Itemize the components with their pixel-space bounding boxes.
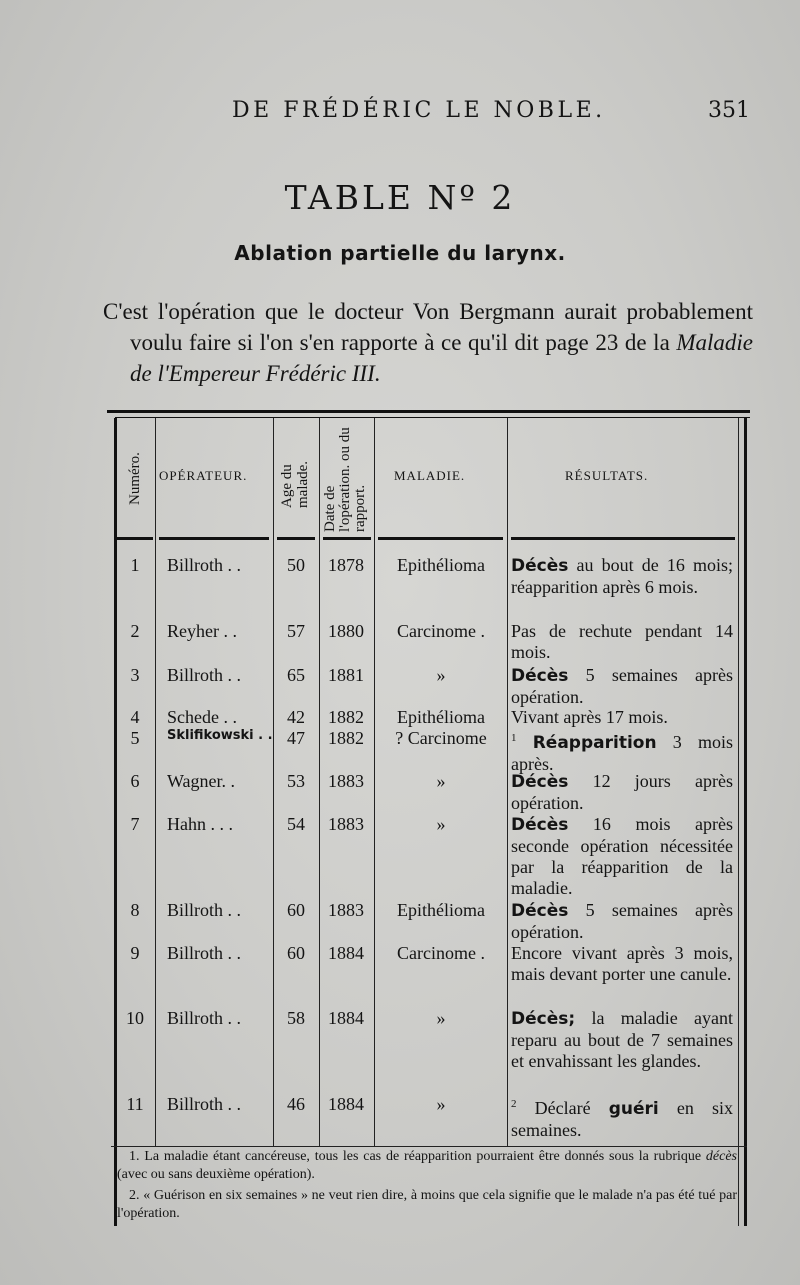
row-result: Vivant après 17 mois. <box>511 707 668 727</box>
row-result: Encore vivant après 3 mois, mais devant porter une canule. <box>511 943 733 984</box>
header-rule <box>277 537 315 540</box>
row-number: 11 <box>126 1094 144 1114</box>
col-divider <box>155 418 156 1146</box>
row-operator: Hahn . . . <box>167 814 233 834</box>
row-operator: Billroth . . <box>167 665 242 685</box>
row-age: 42 <box>287 707 305 727</box>
row-disease: Epithélioma <box>397 707 485 727</box>
row-age: 50 <box>287 555 305 575</box>
row-disease: Epithélioma <box>397 555 485 575</box>
row-age: 57 <box>287 621 305 641</box>
row-date: 1881 <box>328 665 364 685</box>
row-disease: » <box>436 1008 446 1028</box>
col-divider <box>738 418 739 1226</box>
col-divider <box>273 418 274 1146</box>
row-disease: » <box>436 665 446 685</box>
table-top-rule-thin <box>115 417 750 418</box>
intro-text: C'est l'opération que le docteur Von Bergmann aurait probablement voulu faire si l'on s'en rapporte à ce qu'il dit page 23 de la <box>103 299 753 355</box>
row-date: 1882 <box>328 728 364 748</box>
row-date: 1882 <box>328 707 364 727</box>
row-operator: Billroth . . <box>167 1008 242 1028</box>
row-disease: » <box>436 1094 446 1114</box>
row-operator: Billroth . . <box>167 943 242 963</box>
row-age: 60 <box>287 943 305 963</box>
row-operator: Reyher . . <box>167 621 237 641</box>
row-operator: Sklifikowski . . <box>167 728 273 743</box>
row-number: 5 <box>130 728 140 748</box>
page-number: 351 <box>708 98 750 123</box>
header-rule <box>115 537 153 540</box>
row-result: Décès 12 jours après opération. <box>511 771 733 813</box>
row-result: Décès 16 mois après seconde opération nécessitée par la réapparition de la maladie. <box>511 814 733 898</box>
footnote-2: 2. « Guérison en six semaines » ne veut rien dire, à moins que cela signifie que le malade n'a pas été tué par l'opération. <box>117 1188 737 1221</box>
col-divider <box>507 418 508 1146</box>
header-rule <box>323 537 371 540</box>
row-number: 8 <box>130 900 140 920</box>
row-age: 58 <box>287 1008 305 1028</box>
footnotes <box>117 1148 737 1226</box>
table-subtitle: Ablation partielle du larynx. <box>234 241 566 265</box>
row-age: 60 <box>287 900 305 920</box>
row-age: 54 <box>287 814 305 834</box>
table-top-rule <box>107 410 750 413</box>
col-header-operateur: OPÉRATEUR. <box>159 468 248 483</box>
row-date: 1880 <box>328 621 364 641</box>
row-disease: » <box>436 771 446 791</box>
row-result: $^1$ Réapparition 3 mois après. <box>511 732 734 774</box>
row-result: $^2$ Déclaré guéri en six semaines. <box>511 1098 733 1140</box>
row-result: Décès au bout de 16 mois; réapparition après 6 mois. <box>511 555 733 597</box>
col-divider <box>319 418 320 1146</box>
col-header-date: Date de l'opération. ou du rapport. <box>322 427 368 532</box>
row-number: 3 <box>130 665 140 685</box>
row-number: 6 <box>130 771 140 791</box>
row-number: 1 <box>130 555 140 575</box>
row-date: 1883 <box>328 771 364 791</box>
header-rule <box>511 537 735 540</box>
row-age: 65 <box>287 665 305 685</box>
row-result: Décès 5 semaines après opération. <box>511 665 733 707</box>
row-result: Pas de rechute pendant 14 mois. <box>511 621 733 662</box>
row-date: 1884 <box>328 1008 364 1028</box>
row-operator: Billroth . . <box>167 900 242 920</box>
row-operator: Billroth . . <box>167 555 242 575</box>
row-date: 1883 <box>328 814 364 834</box>
row-disease: » <box>436 814 446 834</box>
row-age: 46 <box>287 1094 305 1114</box>
col-header-maladie: MALADIE. <box>394 468 466 483</box>
col-header-numero: Numéro. <box>127 452 143 505</box>
row-disease: Carcinome . <box>397 943 485 963</box>
row-operator: Billroth . . <box>167 1094 242 1114</box>
row-number: 10 <box>126 1008 144 1028</box>
row-result: Décès 5 semaines après opération. <box>511 900 733 942</box>
intro-paragraph <box>103 296 753 389</box>
row-operator: Wagner. . <box>167 771 236 791</box>
header-rule <box>378 537 503 540</box>
row-date: 1878 <box>328 555 364 575</box>
row-number: 4 <box>130 707 140 727</box>
row-age: 53 <box>287 771 305 791</box>
row-date: 1884 <box>328 943 364 963</box>
results-table <box>107 410 750 1226</box>
col-header-age: Age du malade. <box>279 460 311 508</box>
row-operator: Schede . . <box>167 707 237 727</box>
row-number: 7 <box>130 814 140 834</box>
row-result: Décès; la maladie ayant reparu au bout de 7 semaines et envahissant les glandes. <box>511 1008 733 1071</box>
row-disease: ? Carcinome <box>395 728 487 748</box>
row-number: 9 <box>130 943 140 963</box>
row-date: 1883 <box>328 900 364 920</box>
col-divider <box>374 418 375 1146</box>
intro-book-title: Maladie de l'Empereur Frédéric III. <box>130 330 753 386</box>
col-header-resultats: RÉSULTATS. <box>565 468 649 483</box>
footnote-1: 1. La maladie étant cancéreuse, tous les cas de réapparition pourraient être donnés sous la rubrique décès (avec ou sans deuxième opération). <box>117 1149 737 1182</box>
table-title: TABLE Nº 2 <box>284 178 516 217</box>
header-rule <box>159 537 269 540</box>
footnote-rule <box>111 1146 747 1147</box>
running-head <box>0 98 800 128</box>
col-divider <box>744 418 747 1226</box>
row-disease: Carcinome . <box>397 621 485 641</box>
row-date: 1884 <box>328 1094 364 1114</box>
row-number: 2 <box>130 621 140 641</box>
row-age: 47 <box>287 728 305 748</box>
row-disease: Epithélioma <box>397 900 485 920</box>
running-title: DE FRÉDÉRIC LE NOBLE. <box>232 98 606 123</box>
